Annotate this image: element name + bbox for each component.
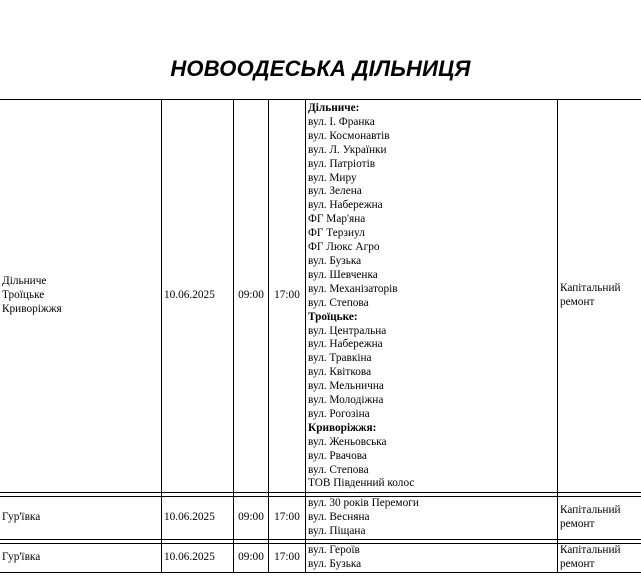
address-line: вул. Набережна [308,199,383,212]
location-cell [0,100,162,493]
work-type-line: Капітальний [560,282,621,295]
location-line: Дільниче [2,275,47,288]
schedule-body [0,100,641,573]
work-type-cell [558,544,641,573]
location-cell [0,497,162,540]
work-type-line: ремонт [560,558,595,570]
address-cell [306,544,558,573]
address-line: вул. Женьовська [308,435,387,448]
table-row [0,100,641,493]
location-line: Гур'ївка [2,511,41,524]
table-row [0,497,641,540]
work-type-line: Капітальний [560,544,621,557]
start-time-cell: 09:00 [234,100,269,493]
group-header: Троїцьке: [308,310,358,323]
address-line: ФГ Люкс Агро [308,241,380,254]
address-line: вул. Бузька [308,558,362,570]
date-cell: 10.06.2025 [162,497,234,540]
address-line: вул. Рогозіна [308,407,370,420]
address-line: вул. Молодіжна [308,394,384,407]
location-cell [0,544,162,573]
address-line: ТОВ Південний колос [308,477,415,490]
location-line: Криворіжжя [2,303,62,316]
location-line: Троїцьке [2,289,45,302]
group-header: Криворіжжя: [308,421,377,434]
address-line: вул. Бузька [308,254,362,267]
address-line: вул. Центральна [308,324,387,337]
address-line: вул. Весняна [308,511,370,524]
date-cell: 10.06.2025 [162,544,234,573]
address-line: вул. Л. Українки [308,143,387,156]
work-type-line: ремонт [560,518,595,531]
address-line: ФГ Мар'яна [308,213,366,226]
end-time-cell: 17:00 [269,544,306,573]
address-line: вул. Степова [308,463,369,476]
page-title: НОВООДЕСЬКА ДІЛЬНИЦЯ [170,56,471,81]
address-line: вул. Патріотів [308,157,376,170]
address-line: вул. 30 років Перемоги [308,497,419,510]
address-cell [306,100,558,493]
address-line: вул. Механізаторів [308,282,398,295]
end-time-cell: 17:00 [269,497,306,540]
address-line: вул. Набережна [308,338,383,351]
work-type-line: Капітальний [560,504,621,517]
address-cell [306,497,558,540]
address-line: вул. Квіткова [308,366,372,379]
address-line: вул. Степова [308,296,369,309]
work-type-cell [558,100,641,493]
work-type-line: ремонт [560,296,595,309]
date-cell: 10.06.2025 [162,100,234,493]
location-line: Гур'ївка [2,551,41,564]
address-line: ФГ Терзиул [308,227,365,240]
address-line: вул. Космонавтів [308,129,390,142]
address-line: вул. Травкіна [308,352,372,365]
address-line: вул. Шевченка [308,268,378,281]
group-header: Дільниче: [308,102,360,114]
address-line: вул. Мельнична [308,380,384,393]
start-time-cell: 09:00 [234,544,269,573]
address-line: вул. І. Франка [308,115,375,128]
address-line: вул. Піщана [308,525,366,538]
address-line: вул. Миру [308,171,357,184]
table-row [0,544,641,573]
start-time-cell: 09:00 [234,497,269,540]
address-line: вул. Рвачова [308,449,367,462]
address-line: вул. Зелена [308,185,362,198]
end-time-cell: 17:00 [269,100,306,493]
address-line: вул. Героїв [308,544,360,557]
work-type-cell [558,497,641,540]
schedule-table [0,99,641,573]
